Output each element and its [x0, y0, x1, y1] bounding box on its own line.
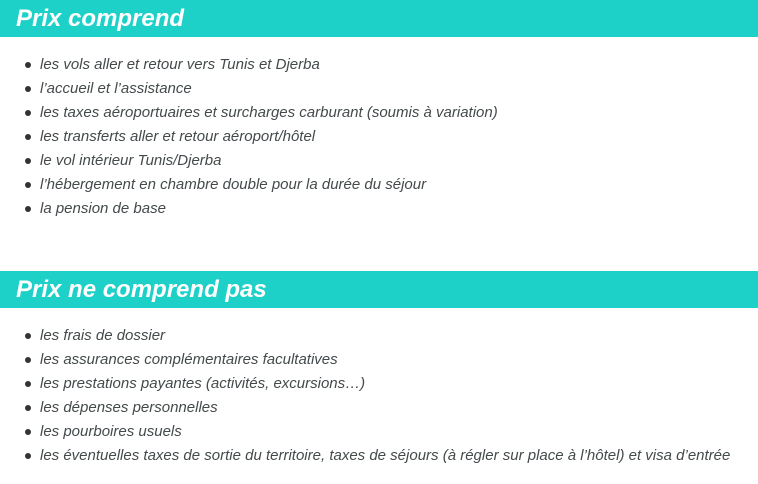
price-excludes-heading: Prix ne comprend pas [0, 271, 758, 308]
list-item-text: les vols aller et retour vers Tunis et Djerba [40, 56, 320, 73]
list-item [0, 348, 730, 372]
list-item [0, 173, 498, 197]
list-item-text: les assurances complémentaires facultatives [40, 351, 338, 368]
bullet-icon [25, 134, 31, 140]
bullet-icon [25, 206, 31, 212]
list-item-text: l’accueil et l’assistance [40, 80, 192, 97]
list-item [0, 420, 730, 444]
list-item-text: les transferts aller et retour aéroport/hôtel [40, 128, 316, 145]
list-item [0, 444, 730, 468]
price-includes-list [0, 53, 498, 221]
list-item-text: les prestations payantes (activités, excursions…) [40, 375, 366, 392]
price-excludes-list [0, 324, 730, 468]
bullet-icon [25, 62, 31, 68]
list-item [0, 396, 730, 420]
list-item-text: les pourboires usuels [40, 423, 182, 440]
list-item-text: l’hébergement en chambre double pour la durée du séjour [40, 176, 427, 193]
bullet-icon [25, 110, 31, 116]
list-item-text: le vol intérieur Tunis/Djerba [40, 152, 222, 169]
list-item [0, 77, 498, 101]
bullet-icon [25, 333, 31, 339]
bullet-icon [25, 405, 31, 411]
bullet-icon [25, 381, 31, 387]
list-item-text: les dépenses personnelles [40, 399, 218, 416]
bullet-icon [25, 429, 31, 435]
list-item [0, 197, 498, 221]
list-item [0, 324, 730, 348]
list-item [0, 149, 498, 173]
price-includes-heading: Prix comprend [0, 0, 758, 37]
list-item-text: les éventuelles taxes de sortie du territoire, taxes de séjours (à régler sur place à l’hôtel) et visa d’entrée [40, 447, 731, 464]
bullet-icon [25, 182, 31, 188]
list-item-text: les frais de dossier [40, 327, 166, 344]
list-item [0, 125, 498, 149]
list-item [0, 101, 498, 125]
list-item [0, 372, 730, 396]
list-item-text: les taxes aéroportuaires et surcharges carburant (soumis à variation) [40, 104, 498, 121]
bullet-icon [25, 357, 31, 363]
bullet-icon [25, 158, 31, 164]
bullet-icon [25, 453, 31, 459]
bullet-icon [25, 86, 31, 92]
list-item [0, 53, 498, 77]
list-item-text: la pension de base [40, 200, 166, 217]
